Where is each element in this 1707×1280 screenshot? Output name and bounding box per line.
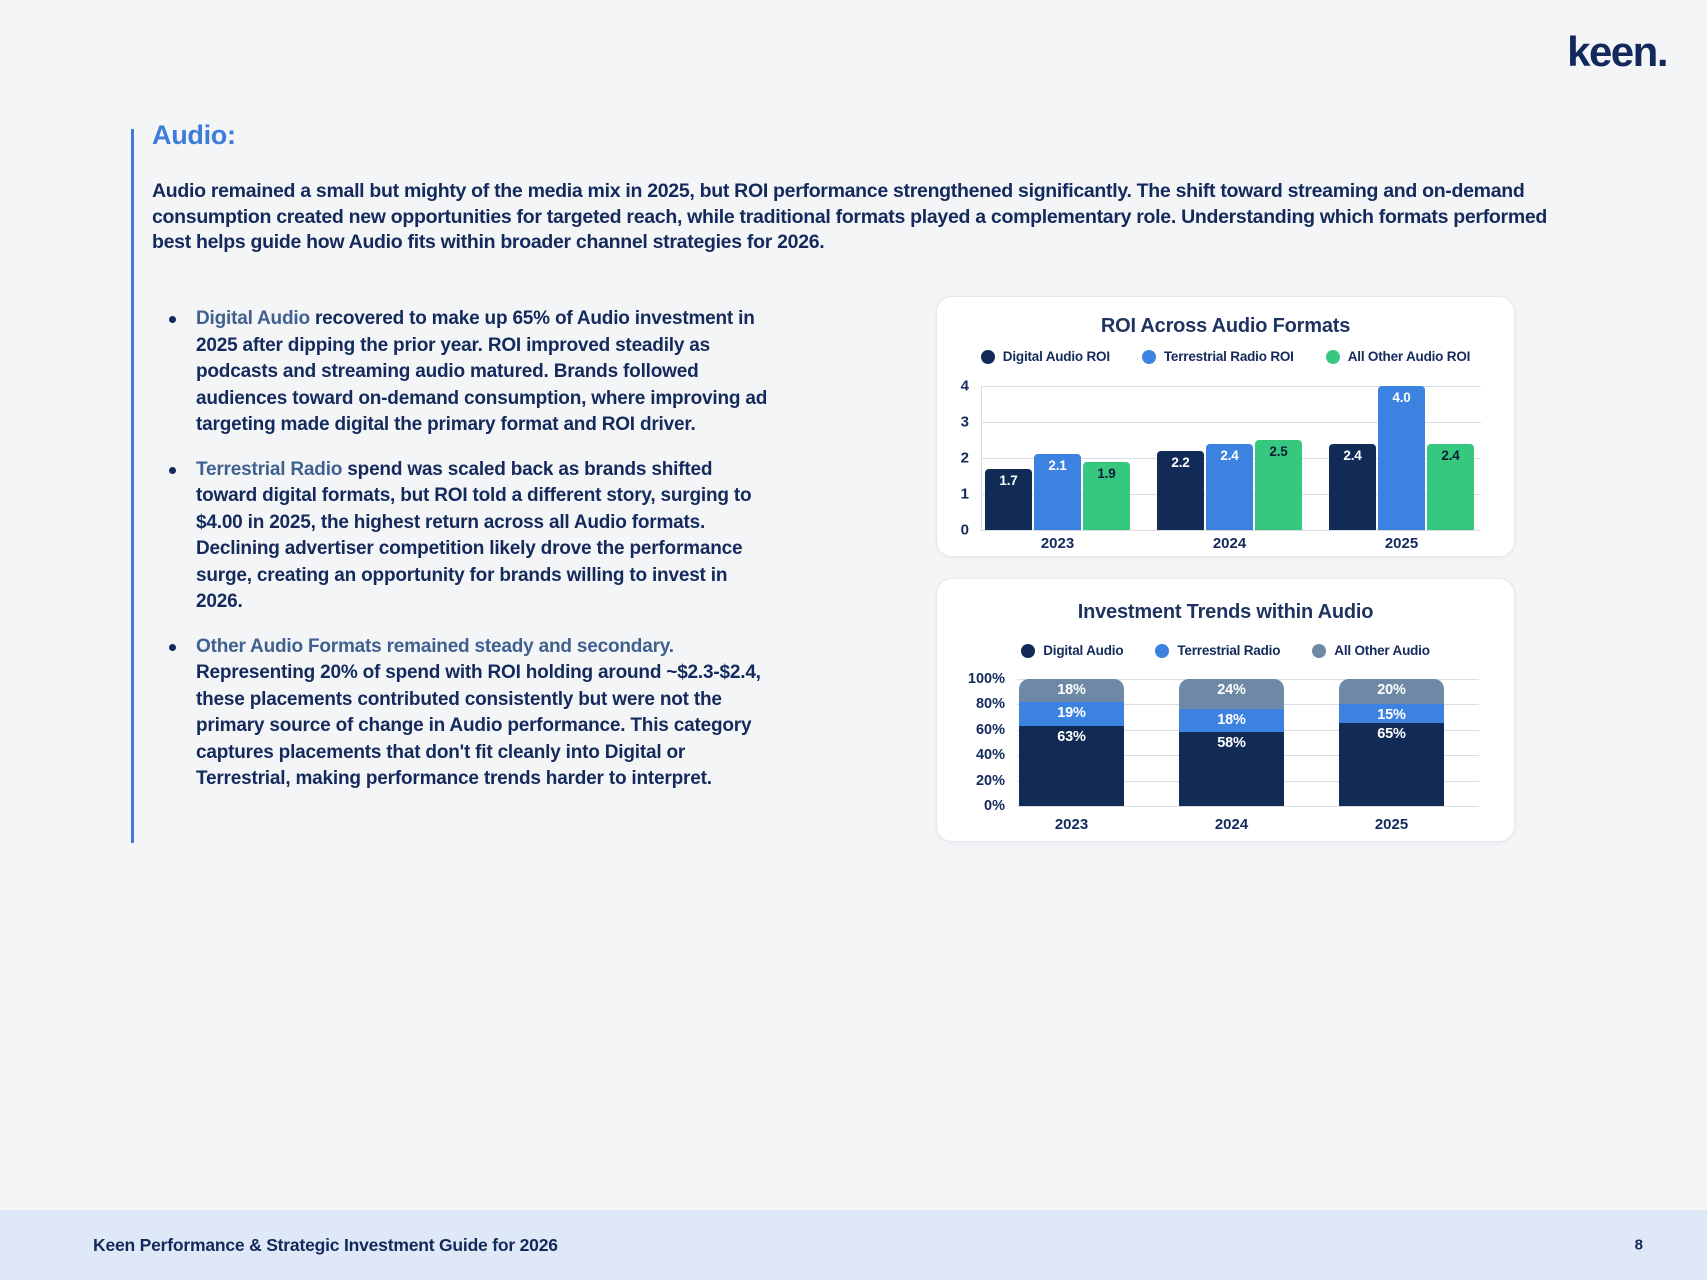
gridline [1017, 806, 1479, 807]
roi-across-audio-formats-chart-card [936, 296, 1515, 557]
segment-value-label: 15% [1377, 707, 1406, 724]
bar [1427, 444, 1474, 530]
y-tick-label: 3 [960, 413, 969, 431]
stack-segment [1019, 679, 1124, 702]
stacked-bar [1339, 679, 1444, 806]
legend-item [1155, 643, 1280, 658]
gridline [981, 530, 1481, 531]
segment-value-label: 18% [1217, 712, 1246, 729]
legend-dot-icon [1021, 644, 1035, 658]
keen-logo: keen. [1567, 28, 1667, 75]
legend-item [1142, 349, 1294, 364]
legend-dot-icon [1326, 350, 1340, 364]
chart-title: Investment Trends within Audio [1077, 601, 1374, 623]
investment-trends-within-audio-chart-card [936, 578, 1515, 842]
bullet-marker-icon [169, 644, 176, 651]
legend-item [1326, 349, 1470, 364]
bullet-lead: Terrestrial Radio [196, 458, 343, 480]
page-title: Audio: [152, 120, 236, 150]
stack-segment [1019, 702, 1124, 726]
stacked-bar [1019, 679, 1124, 806]
bullet-body: Representing 20% of spend with ROI holding around ~$2.3-$2.4, these placements contributed consistently but were not the primary source of change in Audio performance. This category captures placements that don't fit cleanly into Digital or Terrestrial, making performance trends harder to interpret. [196, 662, 761, 789]
legend-label: Terrestrial Radio [1177, 643, 1281, 658]
legend-label: All Other Audio ROI [1347, 349, 1471, 364]
page-number: 8 [1634, 1236, 1643, 1254]
bar [1255, 440, 1302, 530]
stack-segment [1179, 732, 1284, 806]
bullet-body: spend was scaled back as brands shifted toward digital formats, but ROI told a different story, surging to $4.00 in 2025, the highest return across all Audio formats. Declining advertiser competition likely drove the performance surge, creating an opportunity for brands willing to invest in 2026. [196, 458, 752, 612]
y-tick-label: 100% [967, 671, 1005, 687]
intro-paragraph: Audio remained a small but mighty of the media mix in 2025, but ROI performance strengthened significantly. The shift toward streaming and on-demand consumption created new opportunities for targeted reach, while traditional formats played a complementary role. Understanding which formats performed best helps guide how Audio fits within broader channel strategies for 2026. [152, 180, 1548, 253]
x-tick-label: 2023 [1040, 535, 1075, 552]
y-tick-label: 80% [975, 696, 1005, 713]
chart-plot-area [967, 671, 1479, 814]
bar [1083, 462, 1130, 530]
bar-group [1329, 386, 1474, 530]
segment-value-label: 65% [1377, 726, 1406, 743]
bars-layer [981, 386, 1481, 530]
x-tick-label: 2024 [1212, 535, 1247, 552]
stack-segment [1339, 679, 1444, 704]
bar [985, 469, 1032, 530]
segment-value-label: 19% [1057, 704, 1086, 721]
y-tick-label: 60% [975, 721, 1005, 738]
bar [1329, 444, 1376, 530]
x-tick-label: 2024 [1214, 816, 1249, 833]
bar [1206, 444, 1253, 530]
bar-value-label: 2.4 [1343, 447, 1362, 463]
y-tick-label: 2 [960, 449, 969, 467]
bullet-lead: Other Audio Formats remained steady and secondary. [196, 635, 674, 657]
legend-item [1312, 643, 1430, 658]
segment-value-label: 58% [1217, 735, 1246, 752]
bars-layer [1017, 679, 1479, 806]
stack-segment [1019, 726, 1124, 806]
chart-legend [937, 643, 1514, 658]
bar-value-label: 2.4 [1220, 447, 1239, 463]
stack-segment [1339, 723, 1444, 806]
y-tick-label: 4 [960, 377, 969, 395]
bullet-list [166, 306, 772, 811]
legend-dot-icon [1312, 644, 1326, 658]
legend-item [1021, 643, 1123, 658]
stack-segment [1179, 709, 1284, 732]
accent-line [131, 129, 134, 843]
bullet-digital-audio [166, 306, 772, 439]
chart-title: ROI Across Audio Formats [1100, 315, 1351, 337]
bullet-terrestrial-radio [166, 457, 772, 616]
y-tick-label: 40% [975, 747, 1005, 764]
bar [1378, 386, 1425, 530]
bar-value-label: 2.5 [1269, 444, 1288, 459]
legend-dot-icon [1142, 350, 1156, 364]
bar [1034, 454, 1081, 530]
bar-value-label: 2.2 [1171, 454, 1190, 470]
y-tick-label: 1 [960, 485, 969, 503]
x-tick-label: 2025 [1384, 535, 1419, 552]
bullet-other-audio [166, 634, 772, 793]
bullet-body: recovered to make up 65% of Audio investment in 2025 after dipping the prior year. ROI improved steadily as podcasts and streaming audio matured. Brands followed audiences toward on-demand consumption, where improving ad targeting made digital the primary format and ROI driver. [196, 308, 768, 435]
segment-value-label: 24% [1217, 682, 1246, 699]
segment-value-label: 63% [1057, 729, 1086, 745]
bullet-lead: Digital Audio [196, 308, 310, 329]
legend-label: All Other Audio [1334, 643, 1430, 658]
y-tick-label: 0 [960, 521, 969, 539]
x-tick-label: 2023 [1054, 816, 1089, 833]
legend-dot-icon [981, 350, 995, 364]
y-tick-label: 20% [975, 772, 1005, 789]
bar-value-label: 2.4 [1441, 447, 1460, 463]
chart-plot-area [960, 377, 1481, 539]
bar-value-label: 2.1 [1048, 458, 1067, 474]
segment-value-label: 20% [1377, 682, 1406, 699]
y-tick-label: 0% [984, 798, 1005, 814]
legend-dot-icon [1155, 644, 1169, 658]
stacked-bar [1179, 679, 1284, 806]
legend-item [981, 349, 1110, 364]
footer [0, 1210, 1707, 1280]
bar-group [985, 454, 1130, 530]
stack-segment [1179, 679, 1284, 709]
bar-value-label: 1.9 [1097, 465, 1116, 481]
footer-title: Keen Performance & Strategic Investment Guide for 2026 [93, 1234, 558, 1255]
x-tick-label: 2025 [1374, 816, 1409, 833]
bar-group [1157, 440, 1302, 530]
legend-label: Digital Audio ROI [1002, 349, 1110, 364]
bar-value-label: 4.0 [1392, 390, 1411, 405]
bar-value-label: 1.7 [999, 472, 1018, 488]
chart-legend [937, 349, 1514, 364]
legend-label: Digital Audio [1043, 643, 1124, 658]
bar [1157, 451, 1204, 530]
stack-segment [1339, 704, 1444, 723]
legend-label: Terrestrial Radio ROI [1163, 349, 1294, 364]
segment-value-label: 18% [1057, 682, 1086, 699]
bullet-marker-icon [169, 467, 176, 474]
bullet-marker-icon [169, 316, 176, 323]
